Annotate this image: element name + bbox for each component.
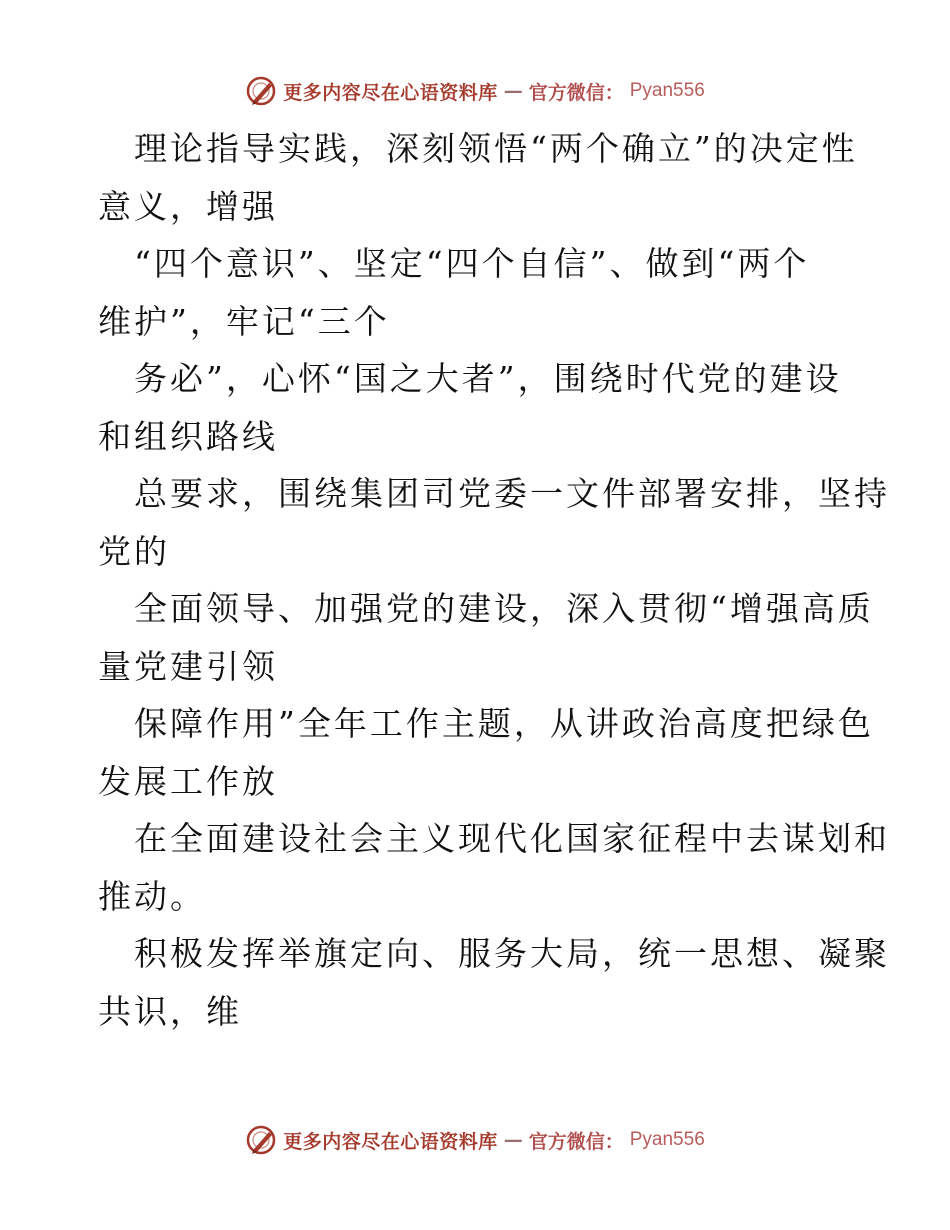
- body-line-wrap: 和组织路线: [98, 416, 278, 456]
- footer-separator: —: [503, 1129, 523, 1151]
- body-line: 保障作用”全年工作主题，从讲政治高度把绿色: [134, 704, 874, 743]
- header-wechat-id: Pyan556: [629, 80, 705, 101]
- body-line: 全面领导、加强党的建设，深入贯彻“增强高质: [134, 589, 874, 628]
- body-line: 总要求，围绕集团司党委一文件部署安排，坚持: [134, 474, 890, 513]
- page-header: [0, 71, 950, 111]
- header-separator: —: [503, 80, 523, 102]
- body-line-wrap: 推动。: [98, 876, 206, 916]
- page-footer: [0, 1120, 950, 1160]
- body-line-wrap: 共识，维: [98, 991, 242, 1031]
- body-line: 理论指导实践，深刻领悟“两个确立”的决定性: [134, 129, 858, 168]
- footer-wechat-label: 官方微信：: [528, 1130, 624, 1153]
- body-line-wrap: 发展工作放: [98, 761, 278, 801]
- body-line-wrap: 量党建引领: [98, 646, 278, 686]
- footer-slogan: 更多内容尽在心语资料库: [283, 1130, 498, 1153]
- document-body: [98, 120, 890, 1040]
- body-line: 积极发挥举旗定向、服务大局，统一思想、凝聚: [134, 934, 890, 973]
- footer-wechat-id: Pyan556: [629, 1129, 705, 1150]
- fountain-pen-logo-icon: [245, 75, 277, 107]
- body-line: “四个意识”、坚定“四个自信”、做到“两个: [134, 244, 810, 283]
- body-line-wrap: 党的: [98, 531, 170, 571]
- body-line-wrap: 维护”，牢记“三个: [98, 301, 390, 341]
- header-slogan: 更多内容尽在心语资料库: [283, 81, 498, 104]
- body-line-wrap: 意义，增强: [98, 186, 278, 226]
- header-wechat-label: 官方微信：: [528, 81, 624, 104]
- fountain-pen-logo-icon: [245, 1124, 277, 1156]
- body-line: 在全面建设社会主义现代化国家征程中去谋划和: [134, 819, 890, 858]
- body-line: 务必”，心怀“国之大者”，围绕时代党的建设: [134, 359, 842, 398]
